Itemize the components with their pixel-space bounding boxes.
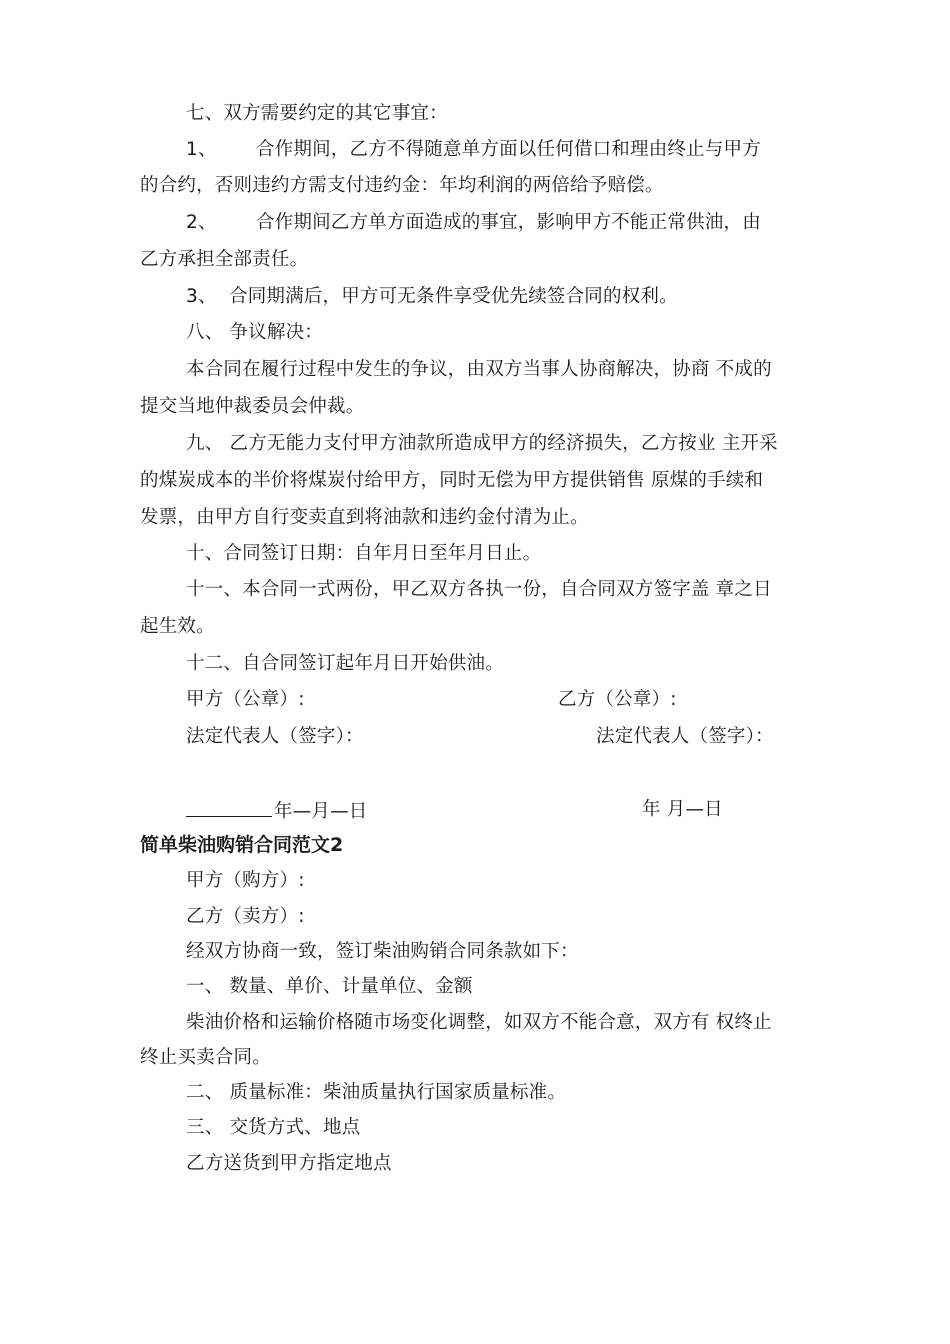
- party-a-seal-label: 甲方（公章）:: [186, 689, 305, 710]
- clause-eight-heading: 八、 争议解决：: [186, 322, 323, 343]
- clause-seven-item-2-continued: 乙方承担全部责任。: [140, 249, 309, 270]
- clause-nine-text-line-3: 发票，由甲方自行变卖直到将油款和违约金付清为止。: [140, 507, 589, 528]
- clause-seven-item-2-number: 2、: [186, 212, 217, 233]
- section-two-item-1-text: 柴油价格和运输价格随市场变化调整，如双方不能合意，双方有 权终止: [186, 1012, 772, 1033]
- clause-seven-item-3-text: 合同期满后，甲方可无条件享受优先续签合同的权利。: [229, 286, 678, 307]
- date-blank-underline: [186, 798, 272, 817]
- party-a-representative-label: 法定代表人（签字）：: [186, 726, 364, 747]
- clause-nine-text: 九、 乙方无能力支付甲方油款所造成甲方的经济损失，乙方按业 主开采: [186, 433, 778, 454]
- section-two-item-2: 二、 质量标准：柴油质量执行国家质量标准。: [186, 1082, 567, 1103]
- party-b-representative-label: 法定代表人（签字）：: [596, 726, 774, 747]
- section-two-item-3-text: 乙方送货到甲方指定地点: [186, 1153, 392, 1174]
- clause-seven-heading: 七、双方需要约定的其它事宜：: [186, 103, 448, 124]
- party-a-date-text: 年—月—日: [274, 801, 368, 822]
- clause-seven-item-2-text: 合作期间乙方单方面造成的事宜，影响甲方不能正常供油，由: [256, 212, 761, 233]
- seller-label: 乙方（卖方）:: [186, 906, 305, 927]
- clause-eight-text: 本合同在履行过程中发生的争议，由双方当事人协商解决，协商 不成的: [186, 359, 772, 380]
- clause-seven-item-1-text: 合作期间，乙方不得随意单方面以任何借口和理由终止与甲方: [256, 139, 761, 160]
- clause-eight-text-continued: 提交当地仲裁委员会仲裁。: [140, 396, 365, 417]
- party-b-seal-label: 乙方（公章）:: [558, 689, 677, 710]
- section-two-title: 简单柴油购销合同范文2: [140, 834, 344, 856]
- clause-eleven-text-continued: 起生效。: [140, 616, 215, 637]
- buyer-label: 甲方（购方）:: [186, 870, 305, 891]
- party-b-date-text: 年 月—日: [642, 799, 723, 820]
- section-two-item-1-heading: 一、 数量、单价、计量单位、金额: [186, 976, 473, 997]
- party-a-date-line: [186, 798, 368, 824]
- section-two-intro: 经双方协商一致，签订柴油购销合同条款如下：: [186, 941, 579, 962]
- clause-seven-item-1-continued: 的合约，否则违约方需支付违约金：年均利润的两倍给予赔偿。: [140, 175, 664, 196]
- clause-nine-text-line-2: 的煤炭成本的半价将煤炭付给甲方，同时无偿为甲方提供销售 原煤的手续和: [140, 470, 764, 491]
- section-two-item-3-heading: 三、 交货方式、地点: [186, 1117, 361, 1138]
- section-two-item-1-text-continued: 终止买卖合同。: [140, 1047, 271, 1068]
- clause-twelve-text: 十二、自合同签订起年月日开始供油。: [186, 653, 504, 674]
- clause-eleven-text: 十一、本合同一式两份，甲乙双方各执一份，自合同双方签字盖 章之日: [186, 579, 772, 600]
- clause-ten-text: 十、合同签订日期：自年月日至年月日止。: [186, 543, 542, 564]
- clause-seven-item-1-number: 1、: [186, 139, 217, 160]
- clause-seven-item-3-number: 3、: [186, 286, 217, 307]
